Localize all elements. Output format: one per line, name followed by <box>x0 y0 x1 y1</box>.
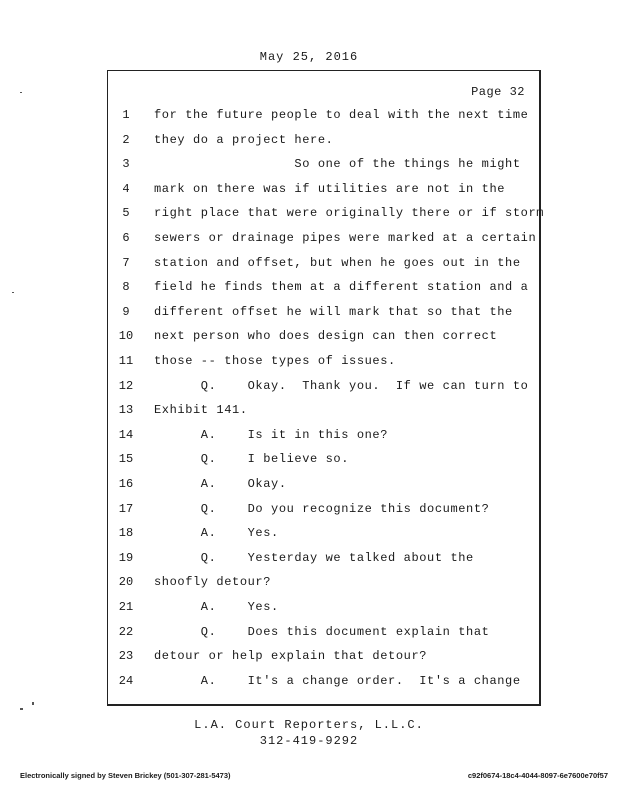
line-text: A. Is it in this one? <box>154 427 389 442</box>
line-number: 14 <box>118 427 134 442</box>
line-text: station and offset, but when he goes out in the <box>154 255 521 270</box>
line-number: 9 <box>122 304 130 319</box>
transcript-line <box>108 477 538 497</box>
line-text: sewers or drainage pipes were marked at a certain <box>154 231 537 245</box>
line-text: different offset he will mark that so that the <box>154 304 513 319</box>
line-number: 12 <box>118 378 134 393</box>
transcript-line <box>108 575 538 595</box>
line-text: those -- those types of issues. <box>154 354 396 368</box>
transcript-line <box>108 231 538 251</box>
transcript-line <box>108 108 538 128</box>
transcript-line <box>108 502 538 522</box>
transcript-line <box>108 649 538 669</box>
line-text: Q. I believe so. <box>154 452 350 467</box>
line-number: 8 <box>122 280 130 295</box>
line-number: 24 <box>118 673 134 688</box>
line-number: 21 <box>118 600 134 614</box>
line-number: 23 <box>118 649 134 664</box>
line-number: 6 <box>122 231 130 245</box>
line-number: 3 <box>122 157 130 172</box>
line-text: So one of the things he might <box>154 157 521 172</box>
line-number: 1 <box>122 108 130 122</box>
scan-speck <box>20 92 22 93</box>
transcript-line <box>108 551 538 571</box>
transcript-line <box>108 280 538 300</box>
transcript-line <box>108 403 538 423</box>
transcript-line <box>108 354 538 374</box>
line-number: 19 <box>118 550 134 565</box>
line-text: Q. Okay. Thank you. If we can turn to <box>154 378 529 393</box>
transcript-line <box>108 182 538 202</box>
line-text: right place that were originally there or if storm <box>154 206 545 221</box>
transcript-line <box>108 452 538 472</box>
scan-speck <box>12 292 14 293</box>
line-text: for the future people to deal with the next time <box>154 108 529 122</box>
transcript-line <box>108 526 538 546</box>
footer-phone: 312-419-9292 <box>259 734 359 748</box>
transcript-line <box>108 379 538 399</box>
line-number: 11 <box>118 354 134 368</box>
line-text: next person who does design can then correct <box>154 329 498 344</box>
transcript-line <box>108 157 538 177</box>
line-text: A. Okay. <box>154 477 287 491</box>
line-text: A. Yes. <box>154 600 279 614</box>
transcript-line <box>108 329 538 349</box>
page-number: Page 32 <box>471 85 525 99</box>
line-text: field he finds them at a different station and a <box>154 280 529 295</box>
line-text: mark on there was if utilities are not in the <box>154 181 506 196</box>
line-number: 22 <box>118 624 134 639</box>
transcript-line <box>108 428 538 448</box>
transcript-line <box>108 600 538 620</box>
line-number: 10 <box>118 329 134 344</box>
line-number: 4 <box>122 181 130 196</box>
line-number: 13 <box>118 403 134 418</box>
line-text: detour or help explain that detour? <box>154 649 428 664</box>
transcript-line <box>108 625 538 645</box>
line-number: 18 <box>118 526 134 541</box>
line-text: shoofly detour? <box>154 575 272 590</box>
transcript-line <box>108 674 538 694</box>
transcript-line <box>108 256 538 276</box>
line-number: 2 <box>122 132 130 147</box>
scan-speck <box>20 708 23 710</box>
line-text: A. It's a change order. It's a change <box>154 673 521 688</box>
line-number: 20 <box>118 575 134 590</box>
line-number: 7 <box>122 255 130 270</box>
line-number: 16 <box>118 477 134 491</box>
line-text: A. Yes. <box>154 526 279 541</box>
footer-firm-name: L.A. Court Reporters, L.L.C. <box>194 718 424 732</box>
line-number: 5 <box>122 206 130 221</box>
transcript-line <box>108 206 545 226</box>
line-text: Q. Yesterday we talked about the <box>154 550 474 565</box>
line-number: 15 <box>118 452 134 467</box>
electronic-signature-note: Electronically signed by Steven Brickey (501-307-281-5473) <box>20 771 231 780</box>
transcript-line <box>108 133 538 153</box>
line-text: Q. Does this document explain that <box>154 624 490 639</box>
line-text: Q. Do you recognize this document? <box>154 501 490 516</box>
document-id: c92f0674-18c4-4044-8097-6e7600e70f57 <box>467 771 608 780</box>
line-text: they do a project here. <box>154 132 334 147</box>
line-text: Exhibit 141. <box>154 403 248 418</box>
line-number: 17 <box>118 501 134 516</box>
transcript-page-frame <box>107 70 545 706</box>
header-date: May 25, 2016 <box>259 50 359 64</box>
scan-speck <box>32 702 34 705</box>
transcript-line <box>108 305 538 325</box>
